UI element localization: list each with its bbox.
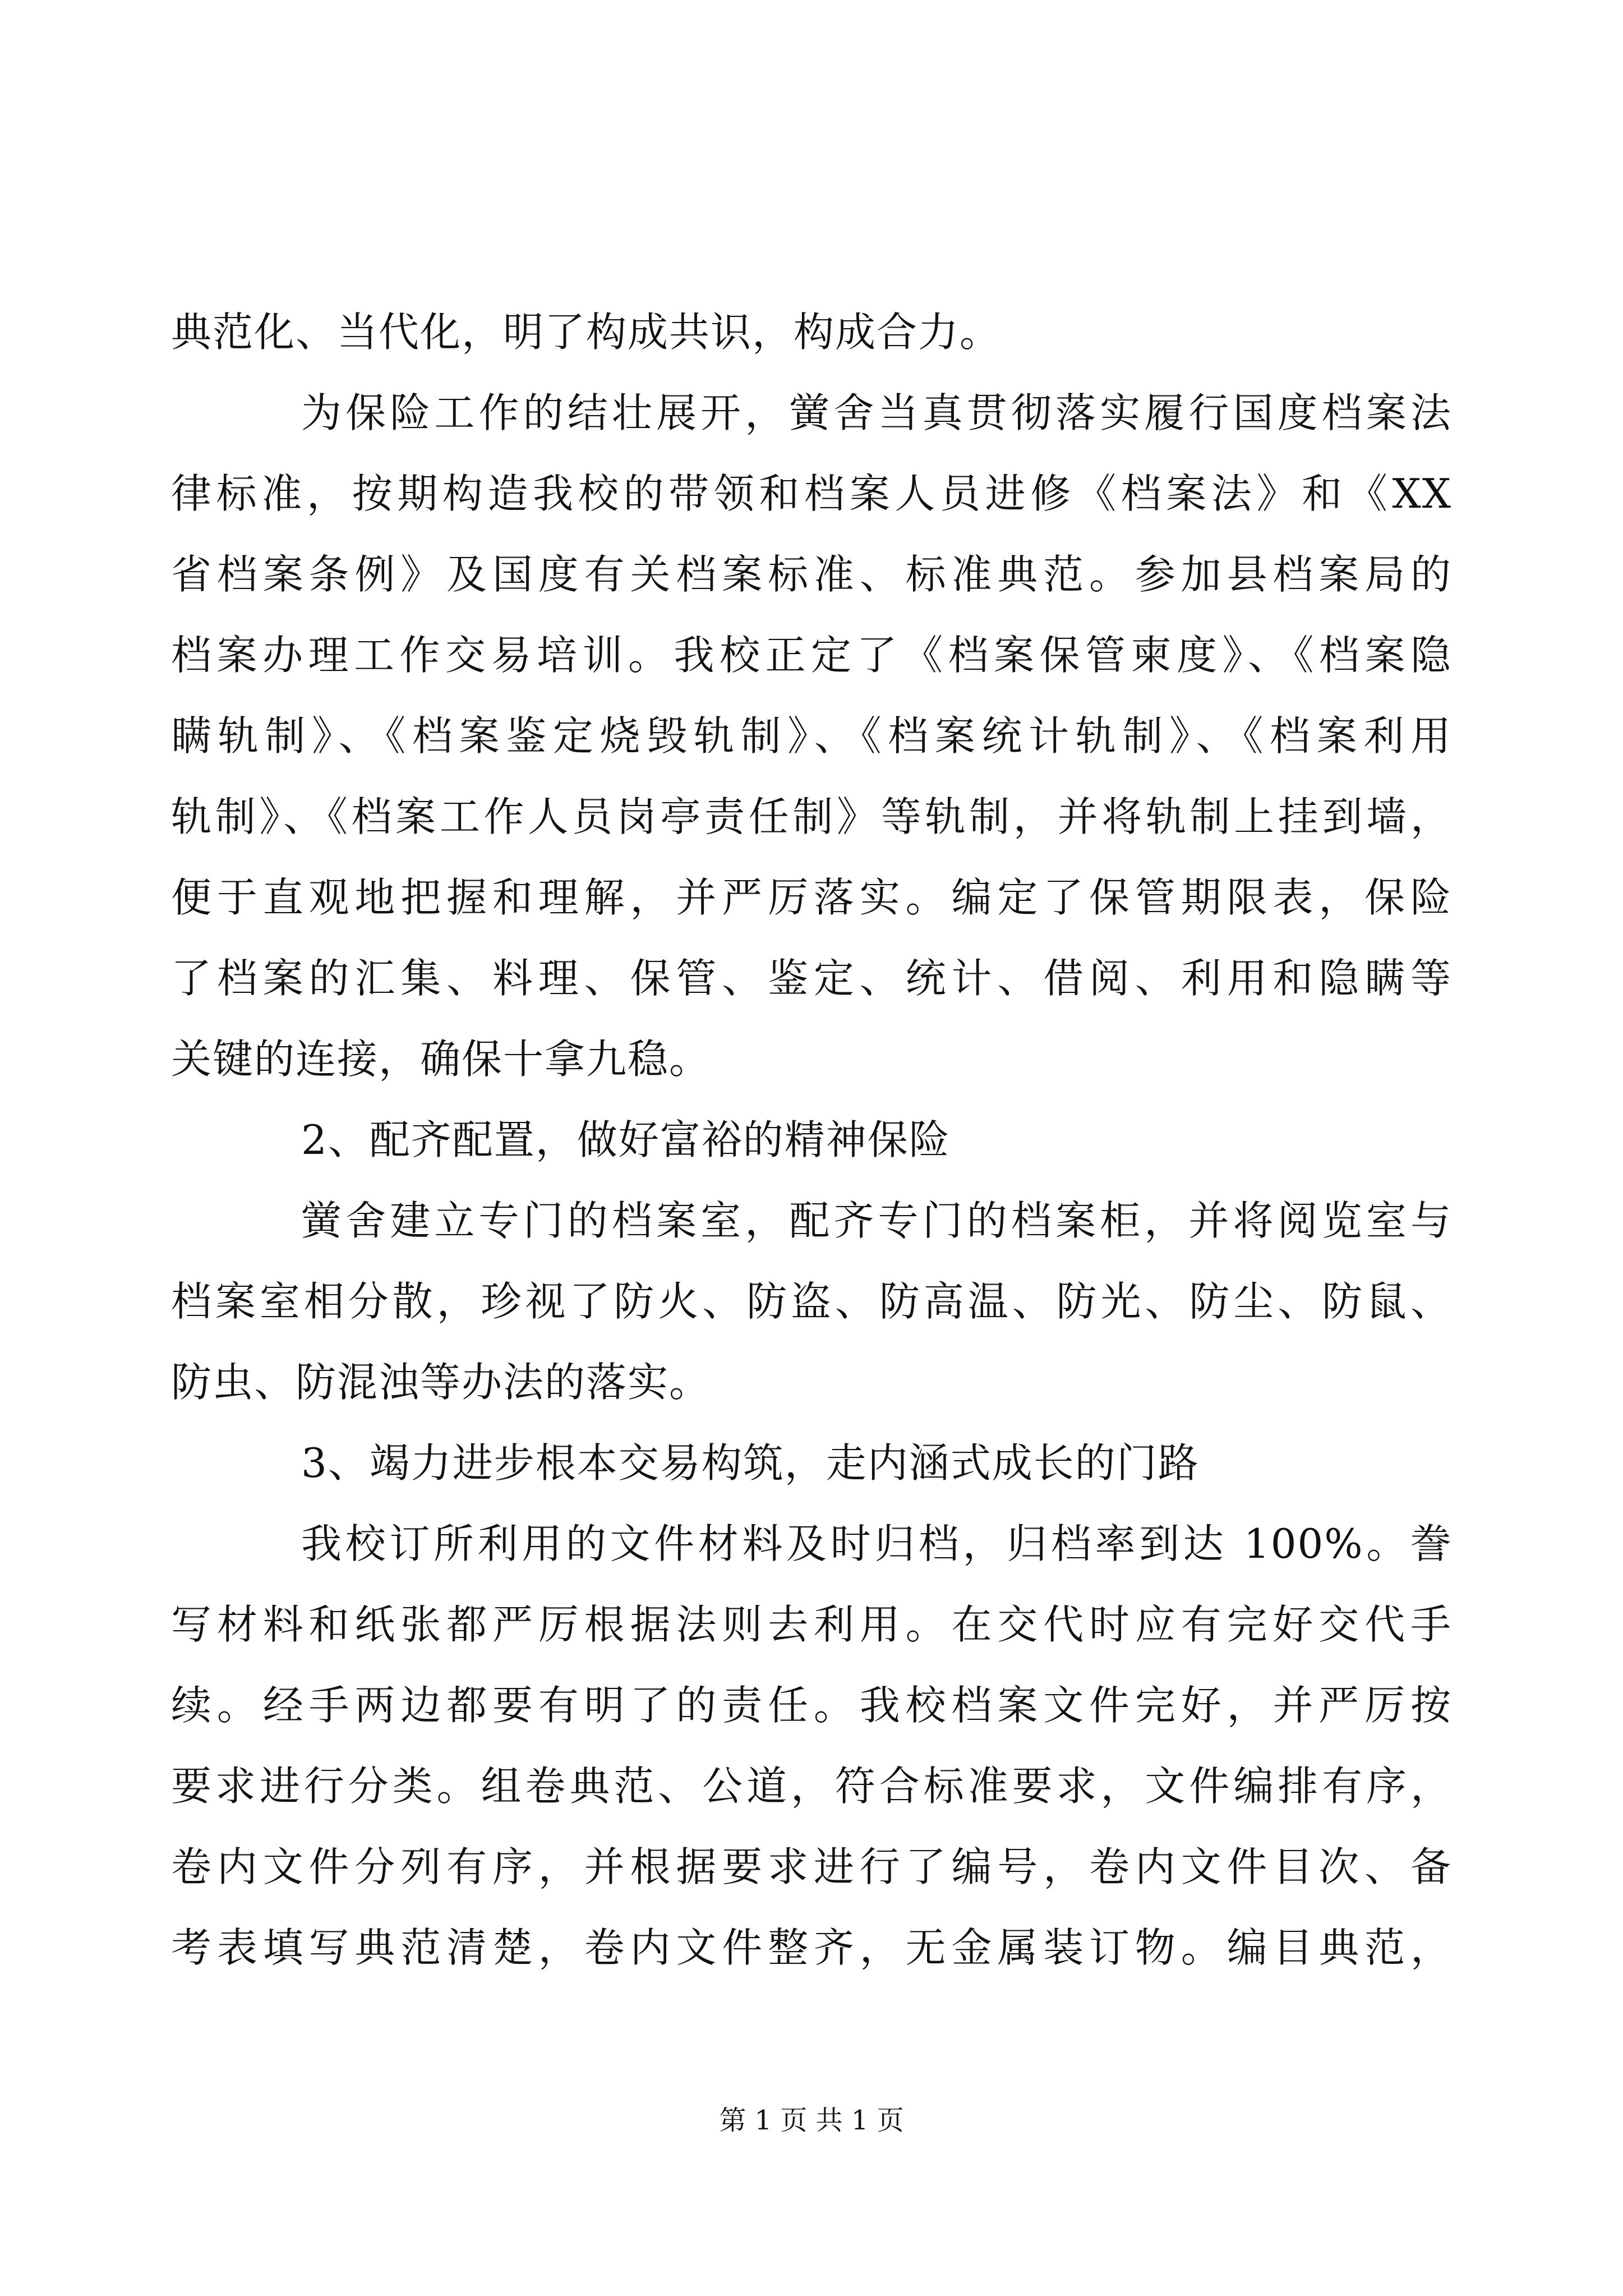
- text-line: 档案室相分散，珍视了防火、防盗、防高温、防光、防尘、防鼠、: [171, 1278, 1452, 1325]
- text-line: 卷内文件分列有序，并根据要求进行了编号，卷内文件目次、备: [171, 1843, 1452, 1890]
- document-body: [171, 292, 1452, 1988]
- text-line: 轨制》、《档案工作人员岗亭责任制》等轨制，并将轨制上挂到墙，: [171, 793, 1452, 840]
- text-line: 黉舍建立专门的档案室，配齐专门的档案柜，并将阅览室与: [301, 1197, 1452, 1244]
- text-line: 典范化、当代化，明了构成共识，构成合力。: [171, 309, 1002, 356]
- text-line: 考表填写典范清楚，卷内文件整齐，无金属装订物。编目典范，: [171, 1924, 1452, 1971]
- text-line: 律标准，按期构造我校的带领和档案人员进修《档案法》和《XX: [171, 470, 1452, 517]
- text-line: 为保险工作的结壮展开，黉舍当真贯彻落实履行国度档案法: [301, 389, 1452, 436]
- text-line: 省档案条例》及国度有关档案标准、标准典范。参加县档案局的: [171, 551, 1452, 598]
- text-line: 要求进行分类。组卷典范、公道，符合标准要求，文件编排有序，: [171, 1763, 1452, 1810]
- text-line: 关键的连接，确保十拿九稳。: [171, 1036, 711, 1083]
- section-heading: 2、配齐配置，做好富裕的精神保险: [301, 1116, 951, 1163]
- section-heading: 3、竭力进步根本交易构筑，走内涵式成长的门路: [301, 1439, 1200, 1487]
- text-line: 瞒轨制》、《档案鉴定烧毁轨制》、《档案统计轨制》、《档案利用: [171, 712, 1452, 760]
- text-line: 便于直观地把握和理解，并严厉落实。编定了保管期限表，保险: [171, 874, 1452, 921]
- text-line: 续。经手两边都要有明了的责任。我校档案文件完好，并严厉按: [171, 1682, 1452, 1729]
- text-line: 写材料和纸张都严厉根据法则去利用。在交代时应有完好交代手: [171, 1601, 1452, 1648]
- text-line: 档案办理工作交易培训。我校正定了《档案保管柬度》、《档案隐: [171, 632, 1452, 679]
- text-line: 防虫、防混浊等办法的落实。: [171, 1359, 711, 1406]
- text-line: 我校订所利用的文件材料及时归档，归档率到达 100%。誊: [301, 1520, 1452, 1567]
- text-line: 了档案的汇集、料理、保管、鉴定、统计、借阅、利用和隐瞒等: [171, 955, 1452, 1002]
- page-footer: [0, 2101, 1623, 2140]
- page-number: 第 1 页 共 1 页: [719, 2105, 904, 2136]
